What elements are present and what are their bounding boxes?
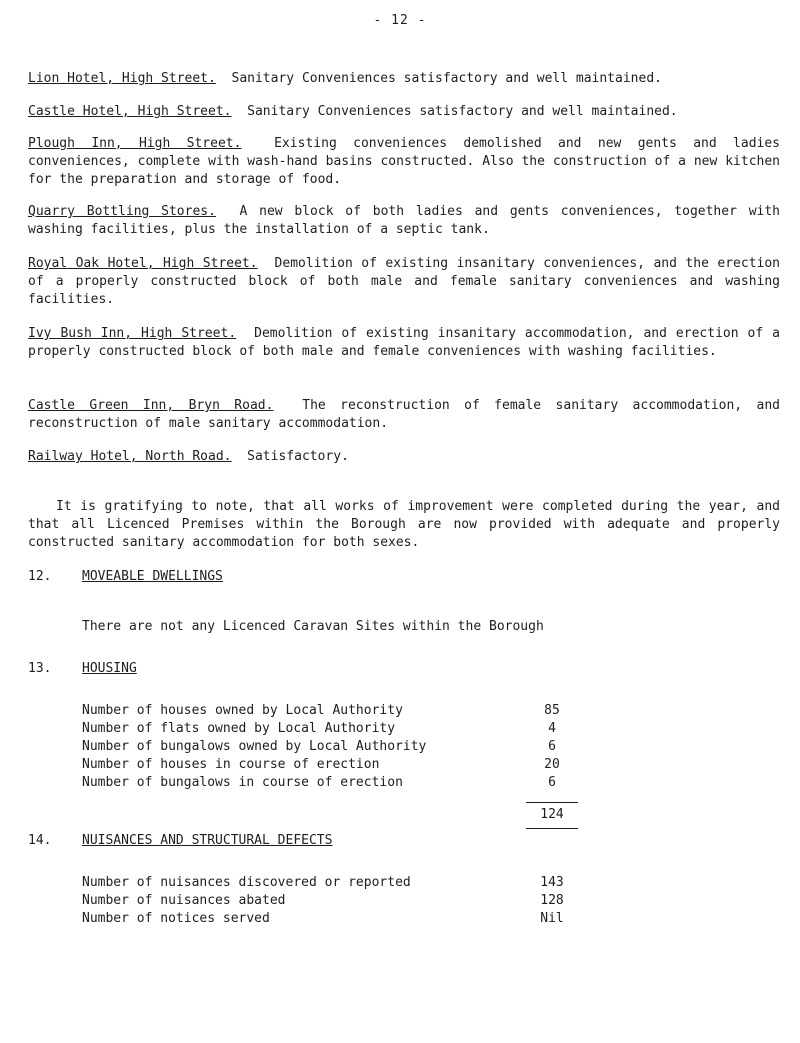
section-title: HOUSING: [82, 661, 137, 676]
housing-table: [82, 702, 582, 792]
row-label: Number of houses owned by Local Authority: [82, 703, 403, 718]
premises-text: Demolition of existing insanitary accommodation, and erection of a properly constructed block of both male and female conveniences with washing facilities.: [28, 326, 781, 359]
section-number: 12.: [28, 569, 52, 584]
section-title: MOVEABLE DWELLINGS: [82, 569, 223, 584]
section-number: 14.: [28, 833, 52, 848]
row-label: Number of nuisances discovered or reported: [82, 875, 411, 890]
row-value: 85: [544, 703, 560, 718]
summary-paragraph: [28, 498, 780, 552]
premises-text: Sanitary Conveniences satisfactory and well maintained.: [247, 104, 678, 119]
row-label: Number of nuisances abated: [82, 893, 286, 908]
premises-entry: [28, 325, 780, 361]
table-row: [82, 738, 582, 756]
section-title: NUISANCES AND STRUCTURAL DEFECTS: [82, 833, 333, 848]
row-label: Number of bungalows in course of erection: [82, 775, 403, 790]
premises-name: Lion Hotel, High Street.: [28, 71, 216, 86]
page-number: - 12 -: [373, 13, 427, 28]
premises-entry: [28, 70, 780, 88]
premises-name: Castle Green Inn, Bryn Road.: [28, 398, 274, 413]
total-rule: [526, 828, 578, 829]
premises-entry: [28, 135, 780, 189]
section-number: 13.: [28, 661, 52, 676]
row-label: Number of notices served: [82, 911, 270, 926]
row-label: Number of bungalows owned by Local Authority: [82, 739, 427, 754]
table-row: [82, 910, 582, 928]
premises-entry: [28, 255, 780, 309]
premises-text: A new block of both ladies and gents conveniences, together with washing facilities, plus the installation of a septic tank.: [28, 204, 781, 237]
total-rule: [526, 802, 578, 803]
row-value: 6: [548, 739, 556, 754]
row-value: 20: [544, 757, 560, 772]
nuisances-table: [82, 874, 582, 928]
section-heading: [28, 832, 332, 850]
table-row: [82, 874, 582, 892]
premises-entry: [28, 103, 780, 121]
row-value: Nil: [540, 911, 564, 926]
premises-name: Royal Oak Hotel, High Street.: [28, 256, 258, 271]
table-row: [82, 756, 582, 774]
section-heading: [28, 660, 137, 678]
premises-text: Satisfactory.: [247, 449, 349, 464]
premises-name: Castle Hotel, High Street.: [28, 104, 232, 119]
row-value: 4: [548, 721, 556, 736]
row-value: 6: [548, 775, 556, 790]
premises-text: Existing conveniences demolished and new gents and ladies conveniences, complete with wash-hand basins constructed. Also the construction of a new kitchen for the preparation and storage of food.: [28, 136, 780, 187]
housing-total: 124: [540, 807, 564, 822]
premises-name: Railway Hotel, North Road.: [28, 449, 232, 464]
row-value: 143: [540, 875, 564, 890]
table-row: [82, 892, 582, 910]
premises-name: Quarry Bottling Stores.: [28, 204, 216, 219]
premises-text: Sanitary Conveniences satisfactory and well maintained.: [231, 71, 662, 86]
premises-name: Ivy Bush Inn, High Street.: [28, 326, 237, 341]
premises-text: Demolition of existing insanitary conveniences, and the erection of a properly constructed block of both male and female sanitary conveniences and washing facilities.: [28, 256, 781, 307]
section-text: There are not any Licenced Caravan Sites within the Borough: [82, 619, 544, 634]
row-value: 128: [540, 893, 564, 908]
premises-name: Plough Inn, High Street.: [28, 136, 242, 151]
row-label: Number of houses in course of erection: [82, 757, 380, 772]
table-row: [82, 702, 582, 720]
row-label: Number of flats owned by Local Authority: [82, 721, 396, 736]
summary-text: It is gratifying to note, that all works of improvement were completed during the year, and that all Licenced Premises within the Borough are now provided with adequate and properly constructed sanitary accommodation for both sexes.: [28, 499, 780, 550]
table-row: [82, 774, 582, 792]
table-row: [82, 720, 582, 738]
section-heading: [28, 568, 223, 586]
premises-text: The reconstruction of female sanitary accommodation, and reconstruction of male sanitary accommodation.: [28, 398, 781, 431]
premises-entry: [28, 203, 780, 239]
premises-entry: [28, 397, 780, 433]
premises-entry: [28, 448, 780, 466]
